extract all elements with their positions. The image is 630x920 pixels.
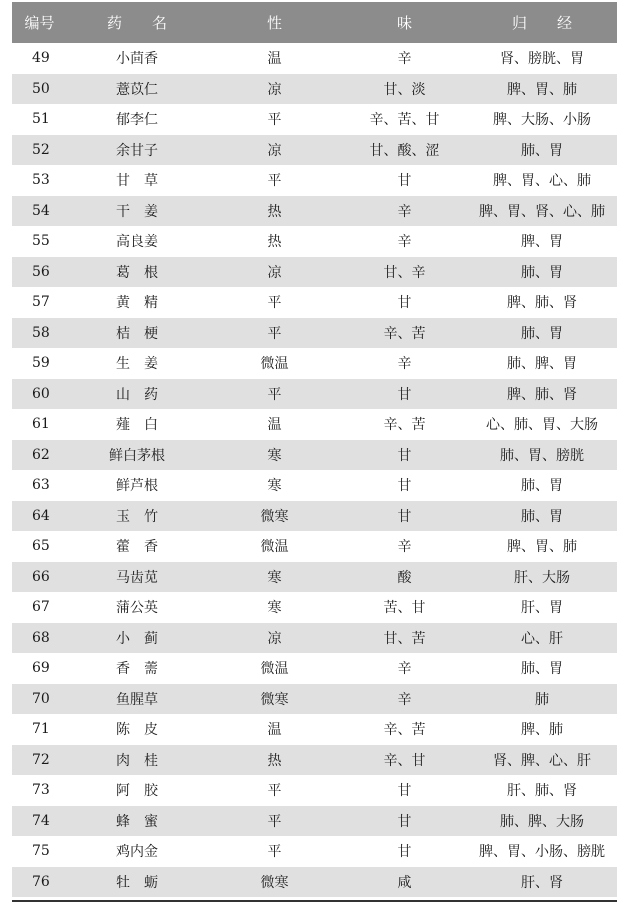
- cell-taste: 甘: [397, 844, 412, 861]
- cell-taste: 苦、甘: [383, 600, 426, 617]
- cell-name: 蒲公英: [116, 600, 158, 617]
- cell-name: 桔 梗: [116, 325, 158, 342]
- table-row: [12, 43, 617, 74]
- cell-name: 小茴香: [116, 51, 158, 68]
- cell-taste: 甘: [397, 447, 412, 464]
- cell-taste: 辛、甘: [383, 752, 426, 769]
- cell-channel: 肺: [535, 691, 549, 708]
- table-row: [12, 287, 617, 318]
- cell-channel: 脾、大肠、小肠: [493, 112, 591, 129]
- cell-taste: 辛、苦: [383, 325, 426, 342]
- cell-channel: 心、肺、胃、大肠: [486, 417, 598, 434]
- cell-id: 60: [32, 385, 50, 402]
- cell-id: 55: [32, 233, 50, 250]
- cell-name: 鱼腥草: [116, 691, 158, 708]
- cell-channel: 脾、肺、肾: [507, 386, 577, 403]
- cell-channel: 肺、胃: [521, 264, 563, 281]
- cell-name: 玉 竹: [116, 508, 158, 525]
- cell-channel: 肝、肾: [521, 874, 563, 891]
- cell-id: 57: [32, 294, 50, 311]
- cell-id: 68: [32, 629, 50, 646]
- cell-name: 陈 皮: [116, 722, 158, 739]
- table-row: [12, 867, 617, 898]
- table-row: [12, 836, 617, 867]
- table-row: [12, 775, 617, 806]
- cell-nature: 温: [267, 722, 282, 739]
- cell-channel: 肺、胃、膀胱: [500, 447, 584, 464]
- cell-taste: 甘: [397, 783, 412, 800]
- cell-taste: 咸: [397, 874, 412, 891]
- cell-id: 70: [32, 690, 50, 707]
- cell-nature: 微温: [260, 356, 289, 373]
- cell-id: 63: [32, 477, 50, 494]
- cell-id: 69: [32, 660, 50, 677]
- cell-taste: 甘、辛: [383, 264, 426, 281]
- cell-channel: 肾、膀胱、胃: [500, 51, 584, 68]
- cell-nature: 微温: [260, 661, 289, 678]
- herb-properties-table-container: [12, 2, 617, 897]
- cell-channel: 肺、胃: [521, 325, 563, 342]
- table-row: [12, 104, 617, 135]
- cell-nature: 热: [267, 234, 282, 251]
- cell-id: 56: [32, 263, 50, 280]
- cell-id: 49: [32, 50, 50, 67]
- cell-channel: 脾、胃、心、肺: [493, 173, 591, 190]
- header-name: 药 名: [106, 14, 167, 32]
- cell-name: 马齿苋: [116, 569, 158, 586]
- table-row: [12, 592, 617, 623]
- cell-id: 61: [32, 416, 50, 433]
- table-body: [12, 43, 617, 897]
- header-channel: 归 经: [511, 14, 572, 32]
- table-row: [12, 562, 617, 593]
- table-row: [12, 501, 617, 532]
- table-row: [12, 714, 617, 745]
- cell-taste: 甘: [397, 173, 412, 190]
- cell-name: 葛 根: [116, 264, 158, 281]
- cell-taste: 辛: [397, 203, 412, 220]
- cell-nature: 寒: [267, 447, 282, 464]
- header-row: [12, 2, 617, 43]
- cell-channel: 肾、脾、心、肝: [493, 752, 591, 769]
- table-row: [12, 196, 617, 227]
- cell-taste: 甘、酸、涩: [369, 142, 440, 159]
- cell-name: 牡 蛎: [116, 874, 158, 891]
- table-row: [12, 684, 617, 715]
- cell-id: 65: [32, 538, 50, 555]
- cell-channel: 肺、胃: [521, 142, 563, 159]
- cell-channel: 脾、肺: [521, 722, 563, 739]
- cell-nature: 平: [267, 325, 282, 342]
- cell-id: 54: [32, 202, 50, 219]
- table-row: [12, 379, 617, 410]
- cell-nature: 微寒: [260, 874, 289, 891]
- table-row: [12, 531, 617, 562]
- cell-id: 64: [32, 507, 50, 524]
- table-row: [12, 440, 617, 471]
- cell-channel: 肺、脾、胃: [507, 356, 577, 373]
- cell-channel: 肺、胃: [521, 508, 563, 525]
- cell-taste: 辛: [397, 539, 412, 556]
- cell-id: 76: [32, 873, 50, 890]
- cell-name: 鲜芦根: [116, 478, 158, 495]
- cell-id: 72: [32, 751, 50, 768]
- cell-name: 薤 白: [116, 417, 158, 434]
- cell-taste: 辛: [397, 661, 412, 678]
- cell-channel: 脾、胃、肺: [507, 539, 577, 556]
- cell-nature: 寒: [267, 478, 282, 495]
- cell-channel: 肺、胃: [521, 478, 563, 495]
- cell-nature: 平: [267, 112, 282, 129]
- cell-taste: 甘、苦: [383, 630, 426, 647]
- cell-id: 73: [32, 782, 50, 799]
- table-row: [12, 745, 617, 776]
- cell-taste: 甘: [397, 508, 412, 525]
- cell-nature: 平: [267, 386, 282, 403]
- table-row: [12, 318, 617, 349]
- table-row: [12, 257, 617, 288]
- cell-nature: 平: [267, 173, 282, 190]
- cell-nature: 平: [267, 844, 282, 861]
- cell-id: 51: [32, 111, 50, 128]
- cell-channel: 心、肝: [521, 630, 563, 647]
- header-taste: 味: [396, 14, 412, 32]
- cell-name: 高良姜: [116, 234, 158, 251]
- cell-name: 藿 香: [116, 539, 158, 556]
- cell-name: 甘 草: [116, 173, 158, 190]
- cell-nature: 凉: [267, 630, 282, 647]
- cell-channel: 脾、胃、肾、心、肺: [479, 203, 605, 220]
- header-nature: 性: [266, 14, 282, 32]
- cell-name: 蜂 蜜: [116, 813, 158, 830]
- cell-name: 香 薷: [116, 661, 158, 678]
- cell-taste: 甘: [397, 813, 412, 830]
- table-row: [12, 74, 617, 105]
- cell-taste: 甘: [397, 295, 412, 312]
- cell-taste: 甘: [397, 478, 412, 495]
- cell-channel: 脾、胃、肺: [507, 81, 577, 98]
- cell-nature: 凉: [267, 264, 282, 281]
- cell-name: 山 药: [116, 386, 158, 403]
- cell-channel: 肝、大肠: [514, 569, 570, 586]
- cell-name: 生 姜: [116, 356, 158, 373]
- table-row: [12, 348, 617, 379]
- cell-channel: 脾、胃: [521, 234, 563, 251]
- cell-id: 59: [32, 355, 50, 372]
- cell-taste: 甘、淡: [383, 81, 426, 98]
- cell-channel: 脾、肺、肾: [507, 295, 577, 312]
- cell-nature: 温: [267, 51, 282, 68]
- cell-taste: 辛、苦: [383, 722, 426, 739]
- table-row: [12, 226, 617, 257]
- table-row: [12, 470, 617, 501]
- cell-id: 75: [32, 843, 50, 860]
- cell-taste: 辛: [397, 691, 412, 708]
- cell-name: 肉 桂: [116, 752, 158, 769]
- cell-channel: 肝、胃: [521, 600, 563, 617]
- cell-nature: 热: [267, 203, 282, 220]
- header-id: 编号: [24, 14, 55, 32]
- cell-id: 53: [32, 172, 50, 189]
- table-header: [12, 2, 617, 43]
- table-row: [12, 623, 617, 654]
- cell-channel: 肝、肺、肾: [507, 783, 577, 800]
- cell-id: 50: [32, 80, 50, 97]
- cell-name: 鸡内金: [116, 844, 158, 861]
- table-row: [12, 165, 617, 196]
- cell-channel: 脾、胃、小肠、膀胱: [479, 844, 605, 861]
- cell-name: 阿 胶: [116, 783, 158, 800]
- cell-taste: 辛、苦: [383, 417, 426, 434]
- cell-name: 黄 精: [116, 295, 158, 312]
- cell-id: 67: [32, 599, 50, 616]
- cell-taste: 酸: [397, 569, 412, 586]
- cell-id: 71: [32, 721, 50, 738]
- cell-name: 小 蓟: [116, 630, 158, 647]
- cell-nature: 平: [267, 813, 282, 830]
- table-row: [12, 409, 617, 440]
- cell-name: 薏苡仁: [116, 81, 158, 98]
- cell-channel: 肺、脾、大肠: [500, 813, 584, 830]
- cell-nature: 平: [267, 295, 282, 312]
- herb-properties-table: [12, 2, 617, 897]
- cell-nature: 微寒: [260, 691, 289, 708]
- table-row: [12, 653, 617, 684]
- cell-nature: 微温: [260, 539, 289, 556]
- cell-id: 58: [32, 324, 50, 341]
- table-bottom-rule: [12, 900, 617, 902]
- cell-id: 74: [32, 812, 50, 829]
- cell-taste: 辛: [397, 234, 412, 251]
- cell-nature: 凉: [267, 81, 282, 98]
- cell-nature: 平: [267, 783, 282, 800]
- cell-nature: 寒: [267, 569, 282, 586]
- cell-nature: 凉: [267, 142, 282, 159]
- cell-channel: 肺、胃: [521, 661, 563, 678]
- cell-name: 郁李仁: [116, 112, 158, 129]
- cell-nature: 微寒: [260, 508, 289, 525]
- cell-id: 66: [32, 568, 50, 585]
- cell-nature: 温: [267, 417, 282, 434]
- cell-name: 鲜白茅根: [109, 447, 165, 464]
- table-row: [12, 806, 617, 837]
- cell-name: 余甘子: [116, 142, 158, 159]
- cell-taste: 辛: [397, 51, 412, 68]
- cell-id: 52: [32, 141, 50, 158]
- cell-nature: 寒: [267, 600, 282, 617]
- cell-taste: 辛: [397, 356, 412, 373]
- cell-taste: 甘: [397, 386, 412, 403]
- cell-taste: 辛、苦、甘: [369, 112, 440, 129]
- cell-id: 62: [32, 446, 50, 463]
- table-row: [12, 135, 617, 166]
- cell-name: 干 姜: [116, 203, 158, 220]
- cell-nature: 热: [267, 752, 282, 769]
